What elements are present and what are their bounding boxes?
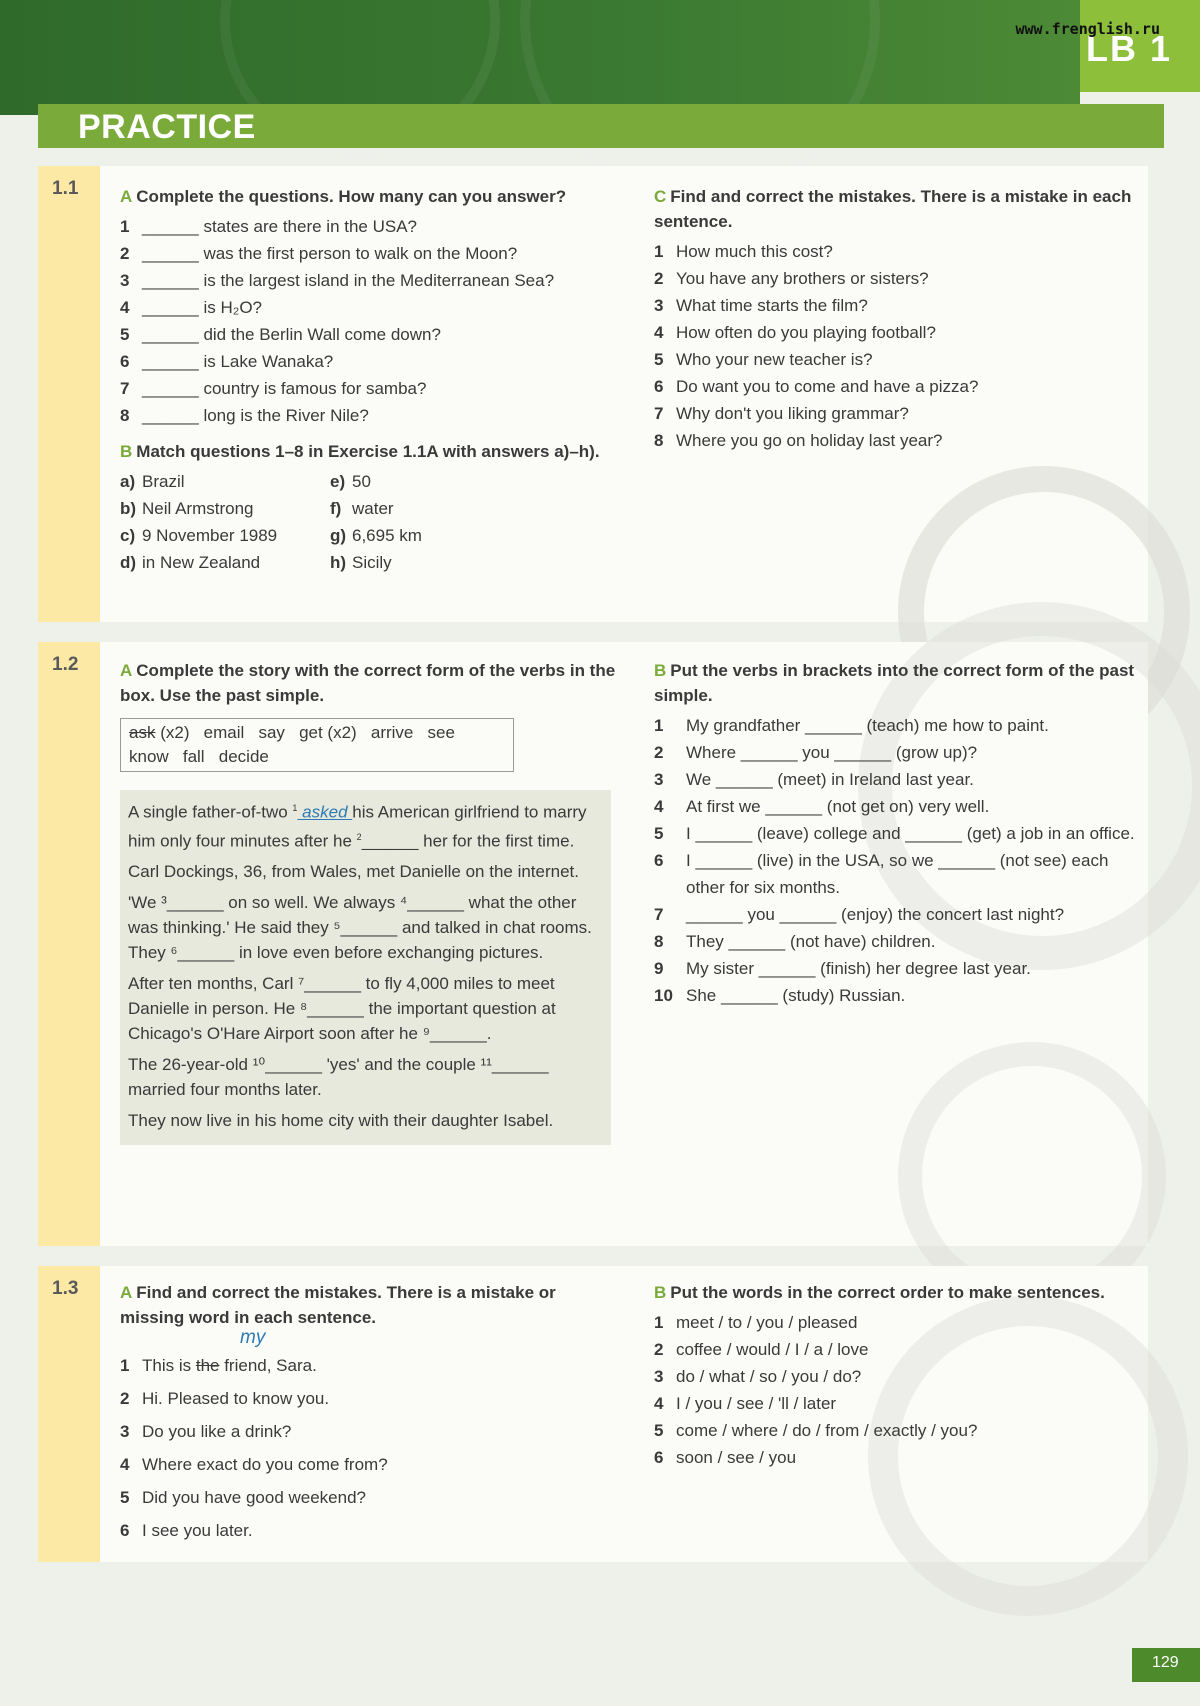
list-item (654, 1390, 1134, 1417)
list-item (654, 1309, 1134, 1336)
item-number: 7 (120, 379, 130, 398)
list-item (654, 712, 1144, 739)
item-text: I see you later. (142, 1521, 253, 1540)
item-number: d) (120, 553, 137, 572)
item-text: Hi. Pleased to know you. (142, 1389, 330, 1408)
item-number: 1 (120, 217, 130, 236)
list-item (654, 955, 1144, 982)
exercise-1-1a (120, 184, 620, 576)
item-text: ______ was the first person to walk on the Moon? (142, 244, 518, 263)
item-number: e) (330, 472, 346, 491)
page-number: 129 (1152, 1654, 1179, 1671)
list-item (120, 468, 330, 495)
sentence-list (120, 1385, 620, 1544)
item-text: Where ______ you ______ (grow up)? (686, 743, 978, 762)
list-item (654, 1417, 1134, 1444)
section-1-2 (38, 642, 1148, 1246)
item-number: 6 (654, 851, 664, 870)
item-text: Do you like a drink? (142, 1422, 292, 1441)
item-number: 1 (654, 1313, 664, 1332)
item-text: 50 (352, 472, 371, 491)
item-number: h) (330, 553, 347, 572)
item-text: Where exact do you come from? (142, 1455, 388, 1474)
item-text: What time starts the film? (676, 296, 868, 315)
list-item (654, 1444, 1134, 1471)
item-text: coffee / would / I / a / love (676, 1340, 869, 1359)
item-number: f) (330, 499, 342, 518)
list-item (654, 820, 1144, 847)
item-text: in New Zealand (142, 553, 261, 572)
item-text: I / you / see / 'll / later (676, 1394, 837, 1413)
item-number: 9 (654, 959, 664, 978)
item-text: Where you go on holiday last year? (676, 431, 943, 450)
exercise-instruction: B Put the words in the correct order to make sentences. (654, 1283, 1105, 1302)
list-item (654, 1363, 1134, 1390)
item-number: 7 (654, 905, 664, 924)
exercise-1-3b (654, 1280, 1134, 1471)
item-text: ______ long is the River Nile? (142, 406, 369, 425)
list-item (654, 238, 1134, 265)
list-item (330, 522, 490, 549)
item-text: do / what / so / you / do? (676, 1367, 862, 1386)
list-item (654, 265, 1134, 292)
item-number: 2 (654, 269, 664, 288)
list-item (654, 793, 1144, 820)
item-number: 8 (654, 932, 664, 951)
item-number: 3 (654, 1367, 664, 1386)
crossed-out-word: the (195, 1356, 220, 1375)
item-number: 2 (120, 244, 130, 263)
item-number: a) (120, 472, 136, 491)
list-item (120, 213, 620, 240)
item-number: 4 (654, 797, 664, 816)
item-number: c) (120, 526, 136, 545)
item-text: ______ is H₂O? (142, 298, 263, 317)
unit-tab (1080, 0, 1200, 92)
item-number: 5 (654, 1421, 664, 1440)
item-number: 8 (654, 431, 664, 450)
item-number: 3 (120, 271, 130, 290)
item-text: You have any brothers or sisters? (676, 269, 929, 288)
item-number: 2 (654, 743, 664, 762)
list-item (654, 901, 1144, 928)
list-item (120, 267, 620, 294)
list-item (654, 739, 1144, 766)
item-text: Do want you to come and have a pizza? (676, 377, 979, 396)
exercise-instruction: A Complete the questions. How many can you answer? (120, 187, 567, 206)
item-text: soon / see / you (676, 1448, 797, 1467)
item-text: We ______ (meet) in Ireland last year. (686, 770, 974, 789)
exercise-instruction: C Find and correct the mistakes. There is a mistake in each sentence. (654, 187, 1132, 231)
section-number: 1.2 (52, 654, 79, 675)
item-text: Did you have good weekend? (142, 1488, 366, 1507)
list-item (654, 319, 1134, 346)
item-text: Why don't you liking grammar? (676, 404, 909, 423)
exercise-instruction: A Complete the story with the correct form of the verbs in the box. Use the past simple. (120, 661, 616, 705)
item-number: 10 (654, 986, 673, 1005)
list-item (120, 294, 620, 321)
section-number: 1.1 (52, 178, 79, 199)
question-list (120, 213, 620, 429)
item-number: 3 (654, 770, 664, 789)
exercise-1-2a (120, 658, 620, 1145)
item-number: 2 (654, 1340, 664, 1359)
item-text: meet / to / you / pleased (676, 1313, 858, 1332)
item-text: 6,695 km (352, 526, 422, 545)
exercise-1-1c (654, 184, 1134, 454)
list-item (654, 292, 1134, 319)
list-item (654, 928, 1144, 955)
item-text: ______ states are there in the USA? (142, 217, 418, 236)
list-item (120, 1484, 620, 1511)
watermark-url: www.frenglish.ru (1015, 20, 1160, 38)
item-text: ______ is Lake Wanaka? (142, 352, 334, 371)
list-item (120, 402, 620, 429)
list-item (654, 1336, 1134, 1363)
verb-list (654, 712, 1144, 1009)
item-number: 8 (120, 406, 130, 425)
handwritten-correction: my (240, 1327, 266, 1348)
list-item (120, 240, 620, 267)
word-order-list (654, 1309, 1134, 1471)
exercise-1-2b (654, 658, 1144, 1009)
item-number: 5 (654, 824, 664, 843)
item-text: ______ you ______ (enjoy) the concert last night? (686, 905, 1065, 924)
section-1-1 (38, 166, 1148, 622)
item-number: 6 (120, 1521, 130, 1540)
story-text: A single father-of-two $^1$ asked his American girlfriend to marry him only four minutes after he $^2$______ her for the first time. Carl Dockings, 36, from Wales, met Danielle on the internet. 'We ³______ on so well. We always ⁴______ what the other was thinking.' He said they ⁵______ and talked in chat rooms. They ⁶______ in love even before exchanging pictures. After ten months, Carl ⁷______ to fly 4,000 miles to meet Danielle in person. He ⁸______ the important question at Chicago's O'Hare Airport soon after he ⁹______. The 26-year-old ¹⁰______ 'yes' and the couple ¹¹______ married four months later. They now live in his home city with their daughter Isabel. (120, 790, 611, 1145)
item-number: 2 (120, 1389, 130, 1408)
item-text: I ______ (live) in the USA, so we ______ (not see) each other for six months. (686, 851, 1109, 897)
item-number: 4 (654, 1394, 664, 1413)
item-number: b) (120, 499, 137, 518)
list-item (654, 982, 1144, 1009)
item-number: 6 (120, 352, 130, 371)
item-text: ______ did the Berlin Wall come down? (142, 325, 441, 344)
list-item (654, 346, 1134, 373)
list-item (330, 495, 490, 522)
item-number: g) (330, 526, 347, 545)
page-title: PRACTICE (78, 108, 256, 146)
item-number: 4 (120, 298, 130, 317)
item-text: ______ country is famous for samba? (142, 379, 427, 398)
list-item (120, 495, 330, 522)
exercise-1-3a (120, 1280, 620, 1550)
used-word: ask (129, 723, 156, 742)
item-number: 4 (120, 1455, 130, 1474)
item-text: At first we ______ (not get on) very well. (686, 797, 990, 816)
list-item (120, 321, 620, 348)
list-item (330, 549, 490, 576)
item-text: I ______ (leave) college and ______ (get) a job in an office. (686, 824, 1135, 843)
item-number: 3 (120, 1422, 130, 1441)
item-number: 1 (654, 716, 664, 735)
list-item (330, 468, 490, 495)
item-text: She ______ (study) Russian. (686, 986, 906, 1005)
item-text: Brazil (142, 472, 185, 491)
practice-banner (38, 104, 1164, 148)
item-number: 7 (654, 404, 664, 423)
example-answer: asked (297, 802, 353, 822)
item-text: Neil Armstrong (142, 499, 254, 518)
page-number-tab (1132, 1648, 1200, 1682)
unit-tab-label: LB 1 (1085, 28, 1172, 69)
list-item: 1 This is the friend, Sara. (120, 1356, 317, 1375)
list-item (120, 1517, 620, 1544)
item-number: 5 (120, 325, 130, 344)
list-item (654, 400, 1134, 427)
item-text: My sister ______ (finish) her degree last year. (686, 959, 1031, 978)
item-text: ______ is the largest island in the Mediterranean Sea? (142, 271, 555, 290)
item-text: Who your new teacher is? (676, 350, 873, 369)
list-item (120, 549, 330, 576)
section-1-3 (38, 1266, 1148, 1562)
list-item (120, 522, 330, 549)
exercise-instruction: B Match questions 1–8 in Exercise 1.1A with answers a)–h). (120, 442, 600, 461)
list-item (654, 766, 1144, 793)
item-number: 5 (654, 350, 664, 369)
sentence-list (654, 238, 1134, 454)
item-number: 3 (654, 296, 664, 315)
item-text: come / where / do / from / exactly / you? (676, 1421, 978, 1440)
list-item (654, 847, 1144, 901)
section-number: 1.3 (52, 1278, 79, 1299)
answer-grid (120, 468, 620, 576)
item-text: water (352, 499, 394, 518)
word-box: ask (x2) email say get (x2) arrive see know fall decide (120, 718, 514, 772)
item-number: 6 (654, 377, 664, 396)
item-text: Sicily (352, 553, 392, 572)
list-item (120, 1385, 620, 1412)
item-text: How much this cost? (676, 242, 833, 261)
item-number: 1 (654, 242, 664, 261)
item-text: How often do you playing football? (676, 323, 936, 342)
item-number: 5 (120, 1488, 130, 1507)
item-number: 6 (654, 1448, 664, 1467)
item-text: My grandfather ______ (teach) me how to paint. (686, 716, 1049, 735)
item-text: They ______ (not have) children. (686, 932, 936, 951)
item-text: 9 November 1989 (142, 526, 278, 545)
exercise-instruction: A Find and correct the mistakes. There is a mistake or missing word in each sentence. (120, 1283, 556, 1327)
list-item (654, 373, 1134, 400)
list-item (120, 348, 620, 375)
list-item (120, 375, 620, 402)
exercise-instruction: B Put the verbs in brackets into the correct form of the past simple. (654, 661, 1135, 705)
list-item (120, 1451, 620, 1478)
item-number: 4 (654, 323, 664, 342)
list-item (654, 427, 1134, 454)
list-item (120, 1418, 620, 1445)
header-band (0, 0, 1080, 115)
